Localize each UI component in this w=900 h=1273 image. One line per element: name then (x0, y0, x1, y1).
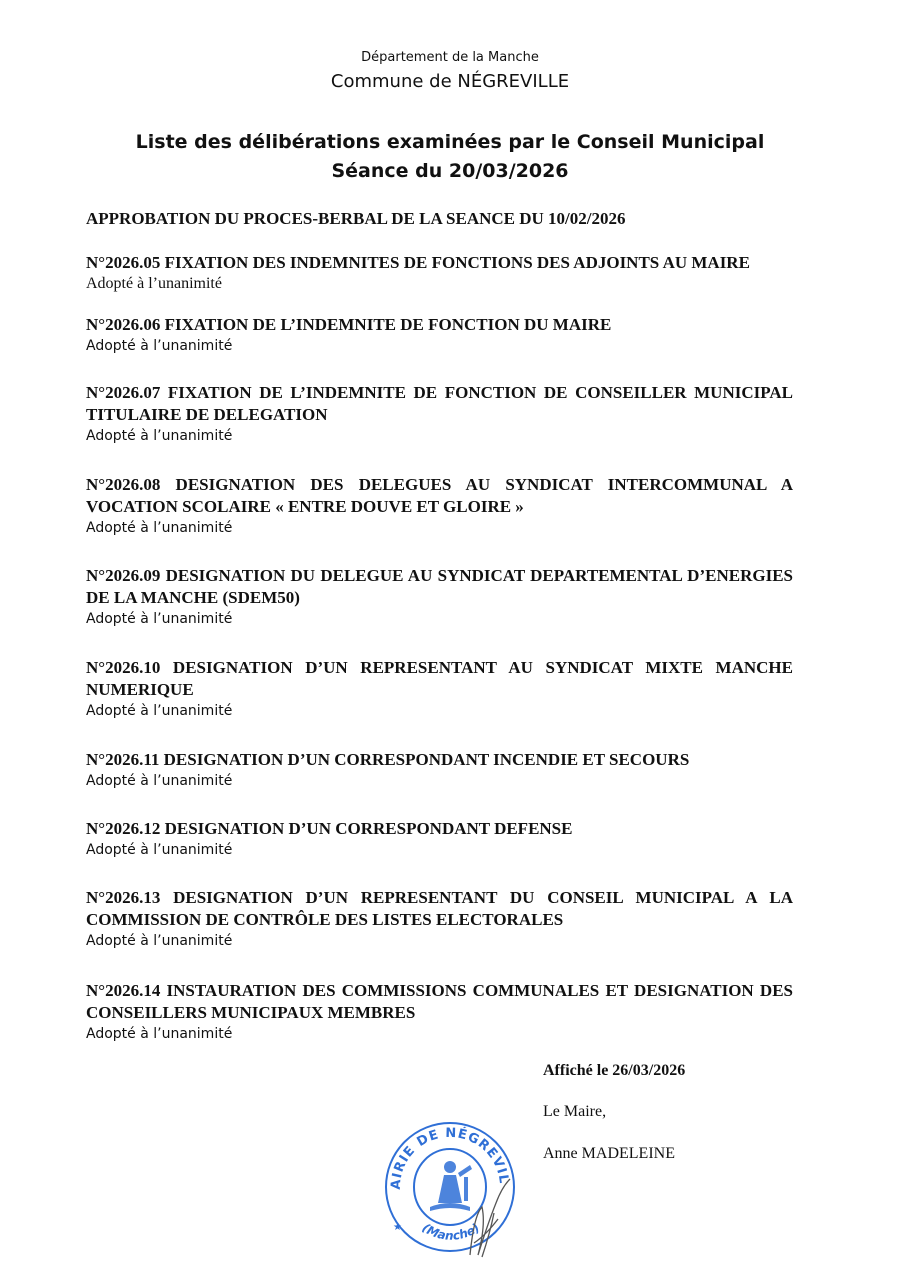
deliberation-heading: N°2026.09 DESIGNATION DU DELEGUE AU SYNDICAT DEPARTEMENTAL D’ENERGIES DE LA MANCHE (SDEM50) (86, 566, 793, 607)
mayor-name: Anne MADELEINE (543, 1145, 675, 1162)
department-header: Département de la Manche (361, 50, 539, 65)
deliberation-item (86, 980, 793, 1044)
approval-item (86, 208, 793, 230)
deliberation-heading: N°2026.06 FIXATION DE L’INDEMNITE DE FONCTION DU MAIRE (86, 315, 612, 334)
deliberation-heading: N°2026.13 DESIGNATION D’UN REPRESENTANT DU CONSEIL MUNICIPAL A LA COMMISSION DE CONTRÔLE DES LISTES ELECTORALES (86, 888, 793, 929)
deliberation-heading: N°2026.11 DESIGNATION D’UN CORRESPONDANT INCENDIE ET SECOURS (86, 750, 690, 769)
deliberation-item (86, 565, 793, 629)
deliberation-heading: N°2026.10 DESIGNATION D’UN REPRESENTANT AU SYNDICAT MIXTE MANCHE NUMERIQUE (86, 658, 793, 699)
deliberation-status: Adopté à l’unanimité (86, 428, 233, 444)
deliberation-status: Adopté à l’unanimité (86, 1026, 233, 1042)
deliberation-status: Adopté à l’unanimité (86, 842, 233, 858)
deliberation-status: Adopté à l’unanimité (86, 338, 233, 354)
posted-date: Affiché le 26/03/2026 (543, 1062, 686, 1079)
deliberation-item (86, 818, 793, 860)
deliberation-heading: N°2026.14 INSTAURATION DES COMMISSIONS COMMUNALES ET DESIGNATION DES CONSEILLERS MUNICIPAUX MEMBRES (86, 981, 793, 1022)
deliberation-item (86, 887, 793, 951)
deliberation-item (86, 252, 793, 294)
town-hall-stamp (378, 1115, 523, 1260)
deliberation-status: Adopté à l’unanimité (86, 773, 233, 789)
deliberation-heading: N°2026.05 FIXATION DES INDEMNITES DE FONCTIONS DES ADJOINTS AU MAIRE (86, 253, 750, 272)
stamp-seal-icon (378, 1115, 523, 1260)
session-date: Séance du 20/03/2026 (331, 160, 569, 182)
stamp-bottom-text: (Manche) (419, 1220, 483, 1243)
deliberation-item (86, 657, 793, 721)
deliberation-status: Adopté à l’unanimité (86, 275, 222, 292)
mayor-title: Le Maire, (543, 1103, 607, 1120)
deliberation-item (86, 314, 793, 356)
deliberation-item (86, 749, 793, 791)
deliberation-item (86, 474, 793, 538)
deliberation-item (86, 382, 793, 446)
deliberation-heading: N°2026.08 DESIGNATION DES DELEGUES AU SYNDICAT INTERCOMMUNAL A VOCATION SCOLAIRE « ENTRE DOUVE ET GLOIRE » (86, 475, 793, 516)
deliberation-status: Adopté à l’unanimité (86, 933, 233, 949)
deliberation-status: Adopté à l’unanimité (86, 611, 233, 627)
deliberation-status: Adopté à l’unanimité (86, 703, 233, 719)
deliberation-heading: N°2026.07 FIXATION DE L’INDEMNITE DE FONCTION DE CONSEILLER MUNICIPAL TITULAIRE DE DELEGATION (86, 383, 793, 424)
deliberation-heading: N°2026.12 DESIGNATION D’UN CORRESPONDANT DEFENSE (86, 819, 573, 838)
document-title: Liste des délibérations examinées par le Conseil Municipal (135, 131, 765, 153)
deliberation-status: Adopté à l’unanimité (86, 520, 233, 536)
commune-header: Commune de NÉGREVILLE (330, 71, 570, 92)
approval-heading: APPROBATION DU PROCES-BERBAL DE LA SEANCE DU 10/02/2026 (86, 209, 626, 228)
svg-text:★: ★ (393, 1222, 402, 1233)
stamp-top-text: AIRIE DE NÉGREVIL (388, 1125, 512, 1190)
